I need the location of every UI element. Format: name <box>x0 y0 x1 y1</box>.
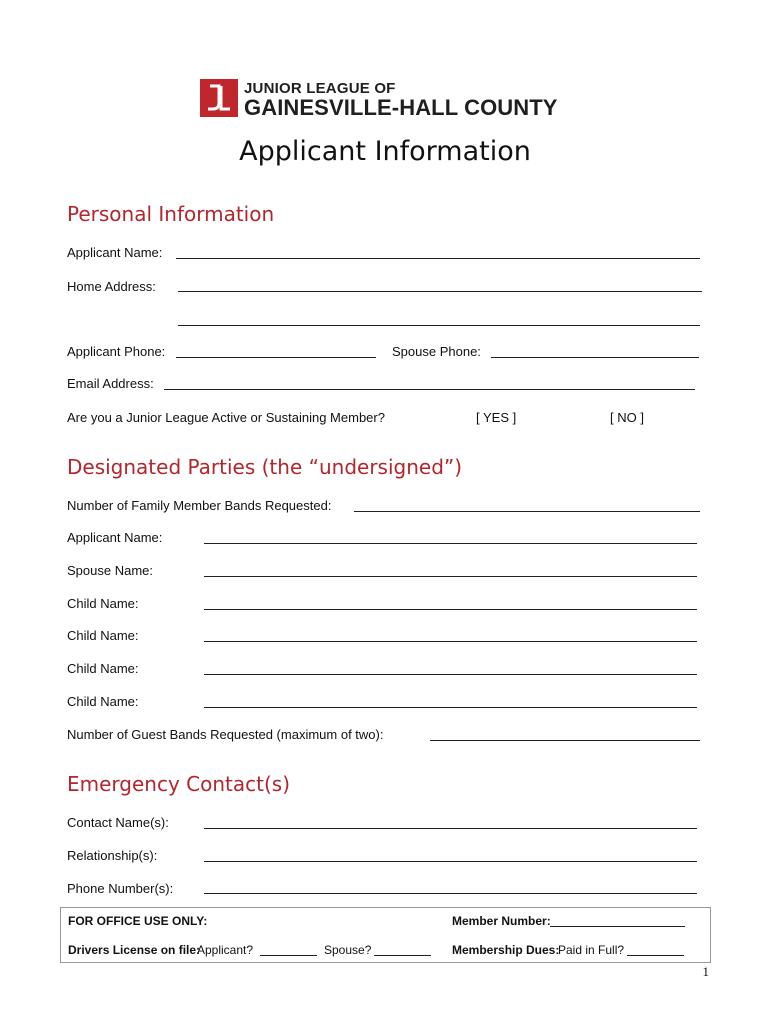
email-label: Email Address: <box>67 376 154 391</box>
spouse-name-field[interactable] <box>204 576 697 577</box>
applicant-phone-field[interactable] <box>176 357 376 358</box>
applicant-name-field[interactable] <box>176 258 700 259</box>
league-logo-mark <box>200 79 238 117</box>
logo-line2: GAINESVILLE-HALL COUNTY <box>244 95 558 120</box>
applicant-name-label: Applicant Name: <box>67 245 163 260</box>
emergency-contacts-heading: Emergency Contact(s) <box>67 772 290 796</box>
drivers-license-applicant-field[interactable] <box>260 955 317 956</box>
designated-parties-heading: Designated Parties (the “undersigned”) <box>67 455 463 479</box>
drivers-license-spouse-label: Spouse? <box>324 943 372 957</box>
guest-bands-label: Number of Guest Bands Requested (maximum of two): <box>67 727 384 742</box>
contact-names-field[interactable] <box>204 828 697 829</box>
applicant-phone-label: Applicant Phone: <box>67 344 166 359</box>
spouse-name-label: Spouse Name: <box>67 563 153 578</box>
member-number-field[interactable] <box>550 926 685 927</box>
family-bands-field[interactable] <box>354 511 700 512</box>
paid-in-full-label: Paid in Full? <box>558 943 625 957</box>
child-name-label-1: Child Name: <box>67 596 139 611</box>
family-bands-label: Number of Family Member Bands Requested: <box>67 498 332 513</box>
membership-dues-label: Membership Dues: <box>452 943 560 957</box>
member-no-option[interactable]: [ NO ] <box>610 410 644 425</box>
child-name-label-3: Child Name: <box>67 661 139 676</box>
drivers-license-label: Drivers License on file: <box>68 943 201 957</box>
designated-applicant-name-field[interactable] <box>204 543 697 544</box>
paid-in-full-field[interactable] <box>627 955 684 956</box>
member-yes-option[interactable]: [ YES ] <box>476 410 517 425</box>
office-use-title: FOR OFFICE USE ONLY: <box>68 914 208 928</box>
phone-numbers-label: Phone Number(s): <box>67 881 174 896</box>
spouse-phone-field[interactable] <box>491 357 699 358</box>
email-field[interactable] <box>164 389 695 390</box>
guest-bands-field[interactable] <box>430 740 700 741</box>
child-name-label-4: Child Name: <box>67 694 139 709</box>
child-name-field-2[interactable] <box>204 641 697 642</box>
phone-numbers-field[interactable] <box>204 893 697 894</box>
member-question: Are you a Junior League Active or Sustaining Member? <box>67 410 385 425</box>
spouse-phone-label: Spouse Phone: <box>392 344 481 359</box>
child-name-label-2: Child Name: <box>67 628 139 643</box>
child-name-field-1[interactable] <box>204 609 697 610</box>
logo-line1: JUNIOR LEAGUE OF <box>244 80 396 97</box>
page-title: Applicant Information <box>239 136 531 167</box>
child-name-field-4[interactable] <box>204 707 697 708</box>
drivers-license-applicant-label: Applicant? <box>197 943 254 957</box>
designated-applicant-name-label: Applicant Name: <box>67 530 163 545</box>
member-number-label: Member Number: <box>452 914 551 928</box>
drivers-license-spouse-field[interactable] <box>374 955 431 956</box>
relationships-label: Relationship(s): <box>67 848 158 863</box>
contact-names-label: Contact Name(s): <box>67 815 169 830</box>
personal-info-heading: Personal Information <box>67 202 275 226</box>
page-number: 1 <box>702 964 709 979</box>
home-address-field-2[interactable] <box>178 325 700 326</box>
home-address-field-1[interactable] <box>178 291 702 292</box>
relationships-field[interactable] <box>204 861 697 862</box>
home-address-label: Home Address: <box>67 279 156 294</box>
child-name-field-3[interactable] <box>204 674 697 675</box>
